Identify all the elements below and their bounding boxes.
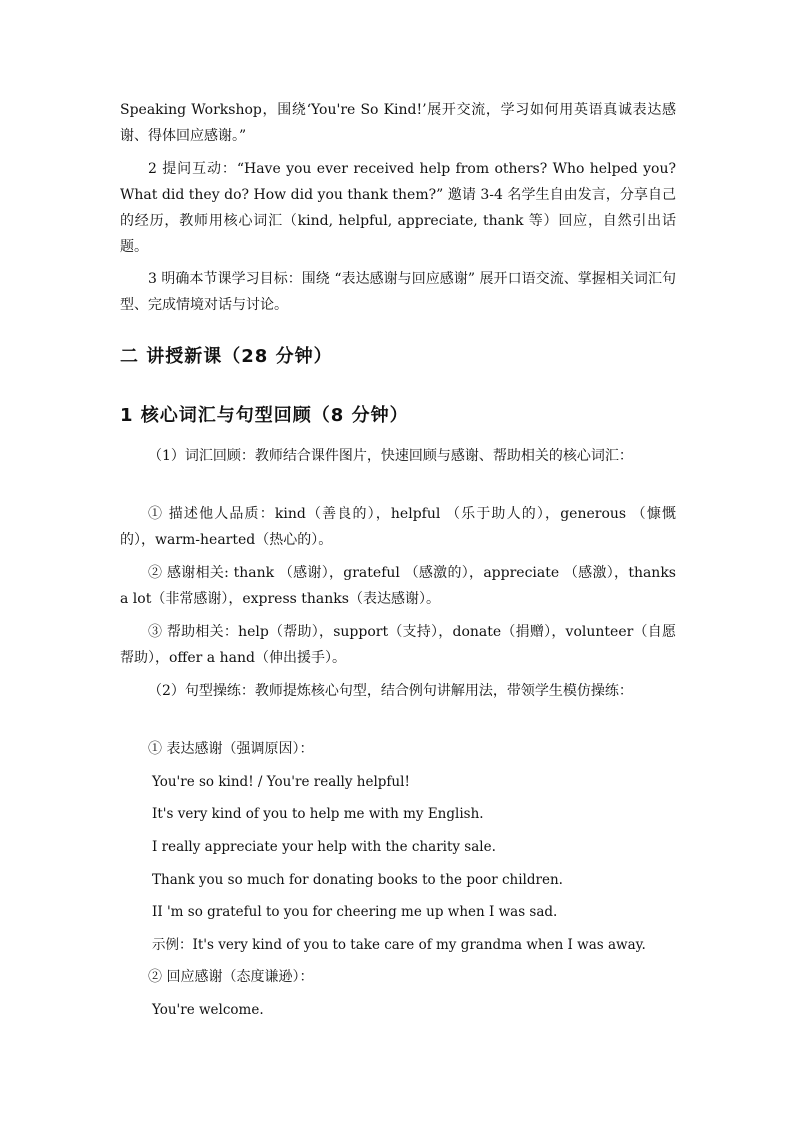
- pattern-intro-paragraph: （2）句型操练：教师提炼核心句型，结合例句讲解用法，带领学生模仿操练：: [148, 683, 633, 699]
- intro-paragraph: Speaking Workshop，围绕‘You're So Kind!’展开交流，学习如何用英语真诚表达感谢、得体回应感谢。”: [120, 102, 676, 144]
- example-sentence: It's very kind of you to help me with my English.: [152, 806, 484, 822]
- subsection-1-heading: 1 核心词汇与句型回顾（8 分钟）: [120, 405, 409, 426]
- pattern-2-heading: ② 回应感谢（态度谦逊）：: [148, 969, 314, 985]
- example-sentence: Thank you so much for donating books to the poor children.: [152, 872, 563, 888]
- pattern-1-heading: ① 表达感谢（强调原因）：: [148, 741, 314, 757]
- example-sentence: 示例：It's very kind of you to take care of my grandma when I was away.: [152, 937, 646, 953]
- example-sentence: You're welcome.: [152, 1002, 264, 1018]
- example-sentence: II 'm so grateful to you for cheering me up when I was sad.: [152, 904, 558, 920]
- vocab-item-thanks: ② 感谢相关: thank （感谢），grateful （感激的），appreciate （感激），thanks a lot（非常感谢），express thanks（表达感谢）。: [120, 565, 676, 607]
- step-2-paragraph: 2 提问互动：“Have you ever received help from others? Who helped you? What did they do? How did you thank them?” 邀请 3-4 名学生自由发言，分享自己的经历，教师用核心词汇（kind, helpful, appreciate, thank 等）回应，自然引出话题。: [120, 161, 676, 255]
- vocab-item-help: ③ 帮助相关：help（帮助），support（支持），donate（捐赠），volunteer（自愿帮助），offer a hand（伸出援手）。: [120, 624, 676, 666]
- section-2-heading: 二 讲授新课（28 分钟）: [120, 346, 333, 367]
- vocab-item-quality: ① 描述他人品质：kind（善良的），helpful （乐于助人的），generous （慷慨的），warm-hearted（热心的）。: [120, 506, 676, 548]
- vocab-intro-paragraph: （1）词汇回顾：教师结合课件图片，快速回顾与感谢、帮助相关的核心词汇：: [148, 448, 633, 464]
- example-sentence: You're so kind! / You're really helpful!: [152, 774, 410, 790]
- example-sentence: I really appreciate your help with the charity sale.: [152, 839, 496, 855]
- step-3-paragraph: 3 明确本节课学习目标：围绕 “表达感谢与回应感谢” 展开口语交流、掌握相关词汇句型、完成情境对话与讨论。: [120, 271, 676, 313]
